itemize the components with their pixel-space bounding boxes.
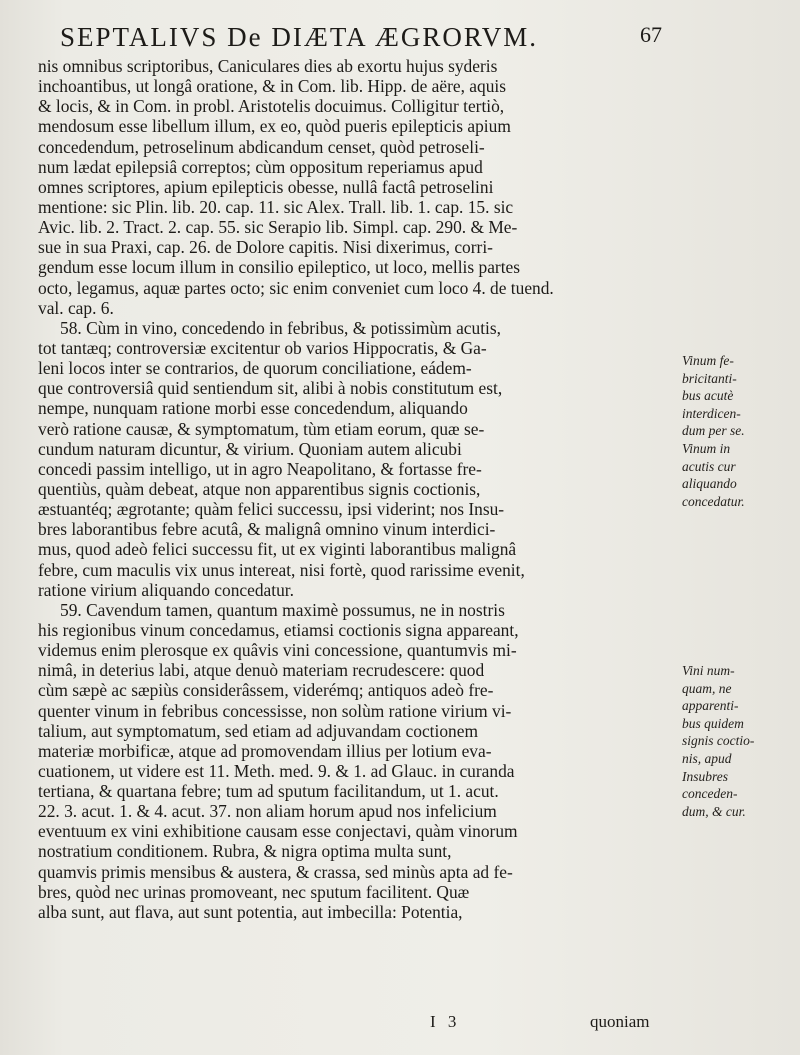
text-line: videmus enim plerosque ex quâvis vini concessione, quantumvis mi-: [38, 640, 517, 661]
text-line: tertiana, & quartana febre; tum ad sputum facilitandum, ut 1. acut.: [38, 781, 499, 802]
margin-note-line: interdicen-: [682, 405, 741, 421]
text-line: verò ratione causæ, & symptomatum, tùm etiam eorum, quæ se-: [38, 418, 485, 439]
text-line: nempe, nunquam ratione morbi esse concedendum, aliquando: [38, 398, 468, 419]
text-line: cùm sæpè ac sæpiùs considerâssem, viderémq; antiquos adeò fre-: [38, 680, 494, 701]
text-line: talium, aut symptomatum, sed etiam ad adjuvandam coctionem: [38, 720, 478, 741]
text-line: gendum esse locum illum in consilio epileptico, ut loco, mellis partes: [38, 257, 521, 278]
margin-note-line: bricitanti-: [682, 370, 737, 386]
text-line: febre, cum maculis vix unus intereat, nisi fortè, quod rarissime evenit,: [38, 559, 525, 580]
text-line: leni locos inter se contrarios, de quorum conciliatione, eádem-: [38, 358, 472, 379]
text-line: bres, quòd nec urinas promoveant, nec sputum facilitent. Quæ: [38, 881, 470, 902]
text-line: eventuum ex vini exhibitione causam esse conjectavi, quàm vinorum: [38, 821, 518, 842]
margin-note-line: apparenti-: [682, 698, 739, 714]
text-line: inchoantibus, ut longâ oratione, & in Com. lib. Hipp. de aëre, aquis: [38, 76, 507, 97]
margin-note-line: Vinum fe-: [682, 353, 734, 368]
text-line: his regionibus vinum concedamus, etiamsi coctionis signa appareant,: [38, 619, 519, 640]
catchword: quoniam: [590, 1012, 650, 1031]
text-line: omnes scriptores, apium epilepticis obesse, nullâ factâ petroselini: [38, 176, 494, 197]
margin-note-line: bus quidem: [682, 715, 744, 731]
margin-note-line: acutis cur: [682, 458, 736, 474]
margin-note-line: quam, ne: [682, 680, 732, 696]
text-line: alba sunt, aut flava, aut sunt potentia, aut imbecilla: Potentia,: [38, 901, 463, 922]
text-line: Avic. lib. 2. Tract. 2. cap. 55. sic Serapio lib. Simpl. cap. 290. & Me-: [38, 217, 518, 238]
margin-note-line: Vinum in: [682, 440, 731, 456]
text-line: mus, quod adeò felici successu fit, ut ex viginti laborantibus malignâ: [38, 539, 517, 560]
text-line: mentione: sic Plin. lib. 20. cap. 11. sic Alex. Trall. lib. 1. cap. 15. sic: [38, 196, 514, 217]
text-line: mendosum esse libellum illum, ex eo, quòd pueris epilepticis apium: [38, 116, 511, 137]
text-line: bres laborantibus febre acutâ, & malignâ omnino vinum interdici-: [38, 519, 496, 540]
margin-note-line: Insubres: [682, 768, 728, 784]
margin-note-58: [682, 352, 794, 510]
text-line: quenter vinum in febribus concessisse, non solùm ratione virium vi-: [38, 700, 512, 721]
margin-note-line: conceden-: [682, 786, 738, 802]
margin-note-line: Vini num-: [682, 663, 735, 678]
text-line: que controversiâ quid sentiendum sit, alibi à nobis constitutum est,: [38, 378, 503, 399]
text-line: val. cap. 6.: [38, 297, 114, 318]
text-line: æstuantéq; ægrotante; quàm felici successu, ipsi viderint; nos Insu-: [38, 499, 505, 520]
running-head: SEPTALIVS De DIÆTA ÆGRORVM.: [60, 22, 539, 52]
paragraph-continuation: [38, 56, 678, 318]
text-line: materiæ morbificæ, atque ad promovendam illius per lotium eva-: [38, 740, 492, 761]
text-line: nimâ, in deterius labi, atque denuò materiam recrudescere: quod: [38, 660, 485, 681]
text-line: & locis, & in Com. in probl. Aristotelis docuimus. Colligitur tertiò,: [38, 96, 505, 117]
text-line: sue in sua Praxi, cap. 26. de Dolore capitis. Nisi dixerimus, corri-: [38, 237, 493, 258]
text-line: 22. 3. acut. 1. & 4. acut. 37. non aliam horum apud nos infelicium: [38, 801, 497, 822]
text-line: concedi passim intelligo, ut in agro Neapolitano, & fortasse fre-: [38, 458, 482, 479]
text-line: quentiùs, quàm debeat, atque non apparentibus signis coctionis,: [38, 478, 481, 499]
text-line: cuationem, ut videre est 11. Meth. med. 9. & 1. ad Glauc. in curanda: [38, 760, 515, 781]
margin-note-line: nis, apud: [682, 750, 732, 766]
margin-note-line: dum, & cur.: [682, 803, 746, 819]
text-line: nostratium conditionem. Rubra, & nigra optima multa sunt,: [38, 841, 452, 862]
text-line: ratione virium aliquando concedatur.: [38, 579, 294, 600]
text-line: num lædat epilepsiâ correptos; cùm oppositum reperiamus apud: [38, 156, 483, 177]
text-line: concedendum, petroselinum abdicandum censet, quòd petroseli-: [38, 136, 485, 157]
margin-note-line: dum per se.: [682, 423, 745, 439]
paragraph-58: [38, 318, 678, 600]
margin-note-line: concedatur.: [682, 493, 745, 509]
paragraph-59: [38, 600, 678, 922]
page-number: 67: [640, 22, 662, 47]
margin-note-line: bus acutè: [682, 388, 734, 404]
text-line: 58. Cùm in vino, concedendo in febribus, & potissimùm acutis,: [60, 317, 501, 338]
text-line: cundum naturam dicuntur, & virium. Quoniam autem alicubi: [38, 438, 462, 459]
text-line: octo, legamus, aquæ partes octo; sic enim conveniet cum loco 4. de tuend.: [38, 277, 554, 298]
main-text: [38, 56, 678, 922]
text-line: nis omnibus scriptoribus, Caniculares dies ab exortu hujus syderis: [38, 56, 498, 76]
signature-mark: I 3: [430, 1012, 461, 1031]
margin-note-line: aliquando: [682, 476, 737, 492]
margin-note-59: [682, 662, 794, 820]
text-line: 59. Cavendum tamen, quantum maximè possumus, ne in nostris: [60, 599, 505, 620]
text-line: quamvis primis mensibus & austera, & crassa, sed minùs apta ad fe-: [38, 861, 513, 882]
margin-note-line: signis coctio-: [682, 733, 755, 749]
text-line: tot tantæq; controversiæ excitentur ob varios Hippocratis, & Ga-: [38, 337, 487, 358]
